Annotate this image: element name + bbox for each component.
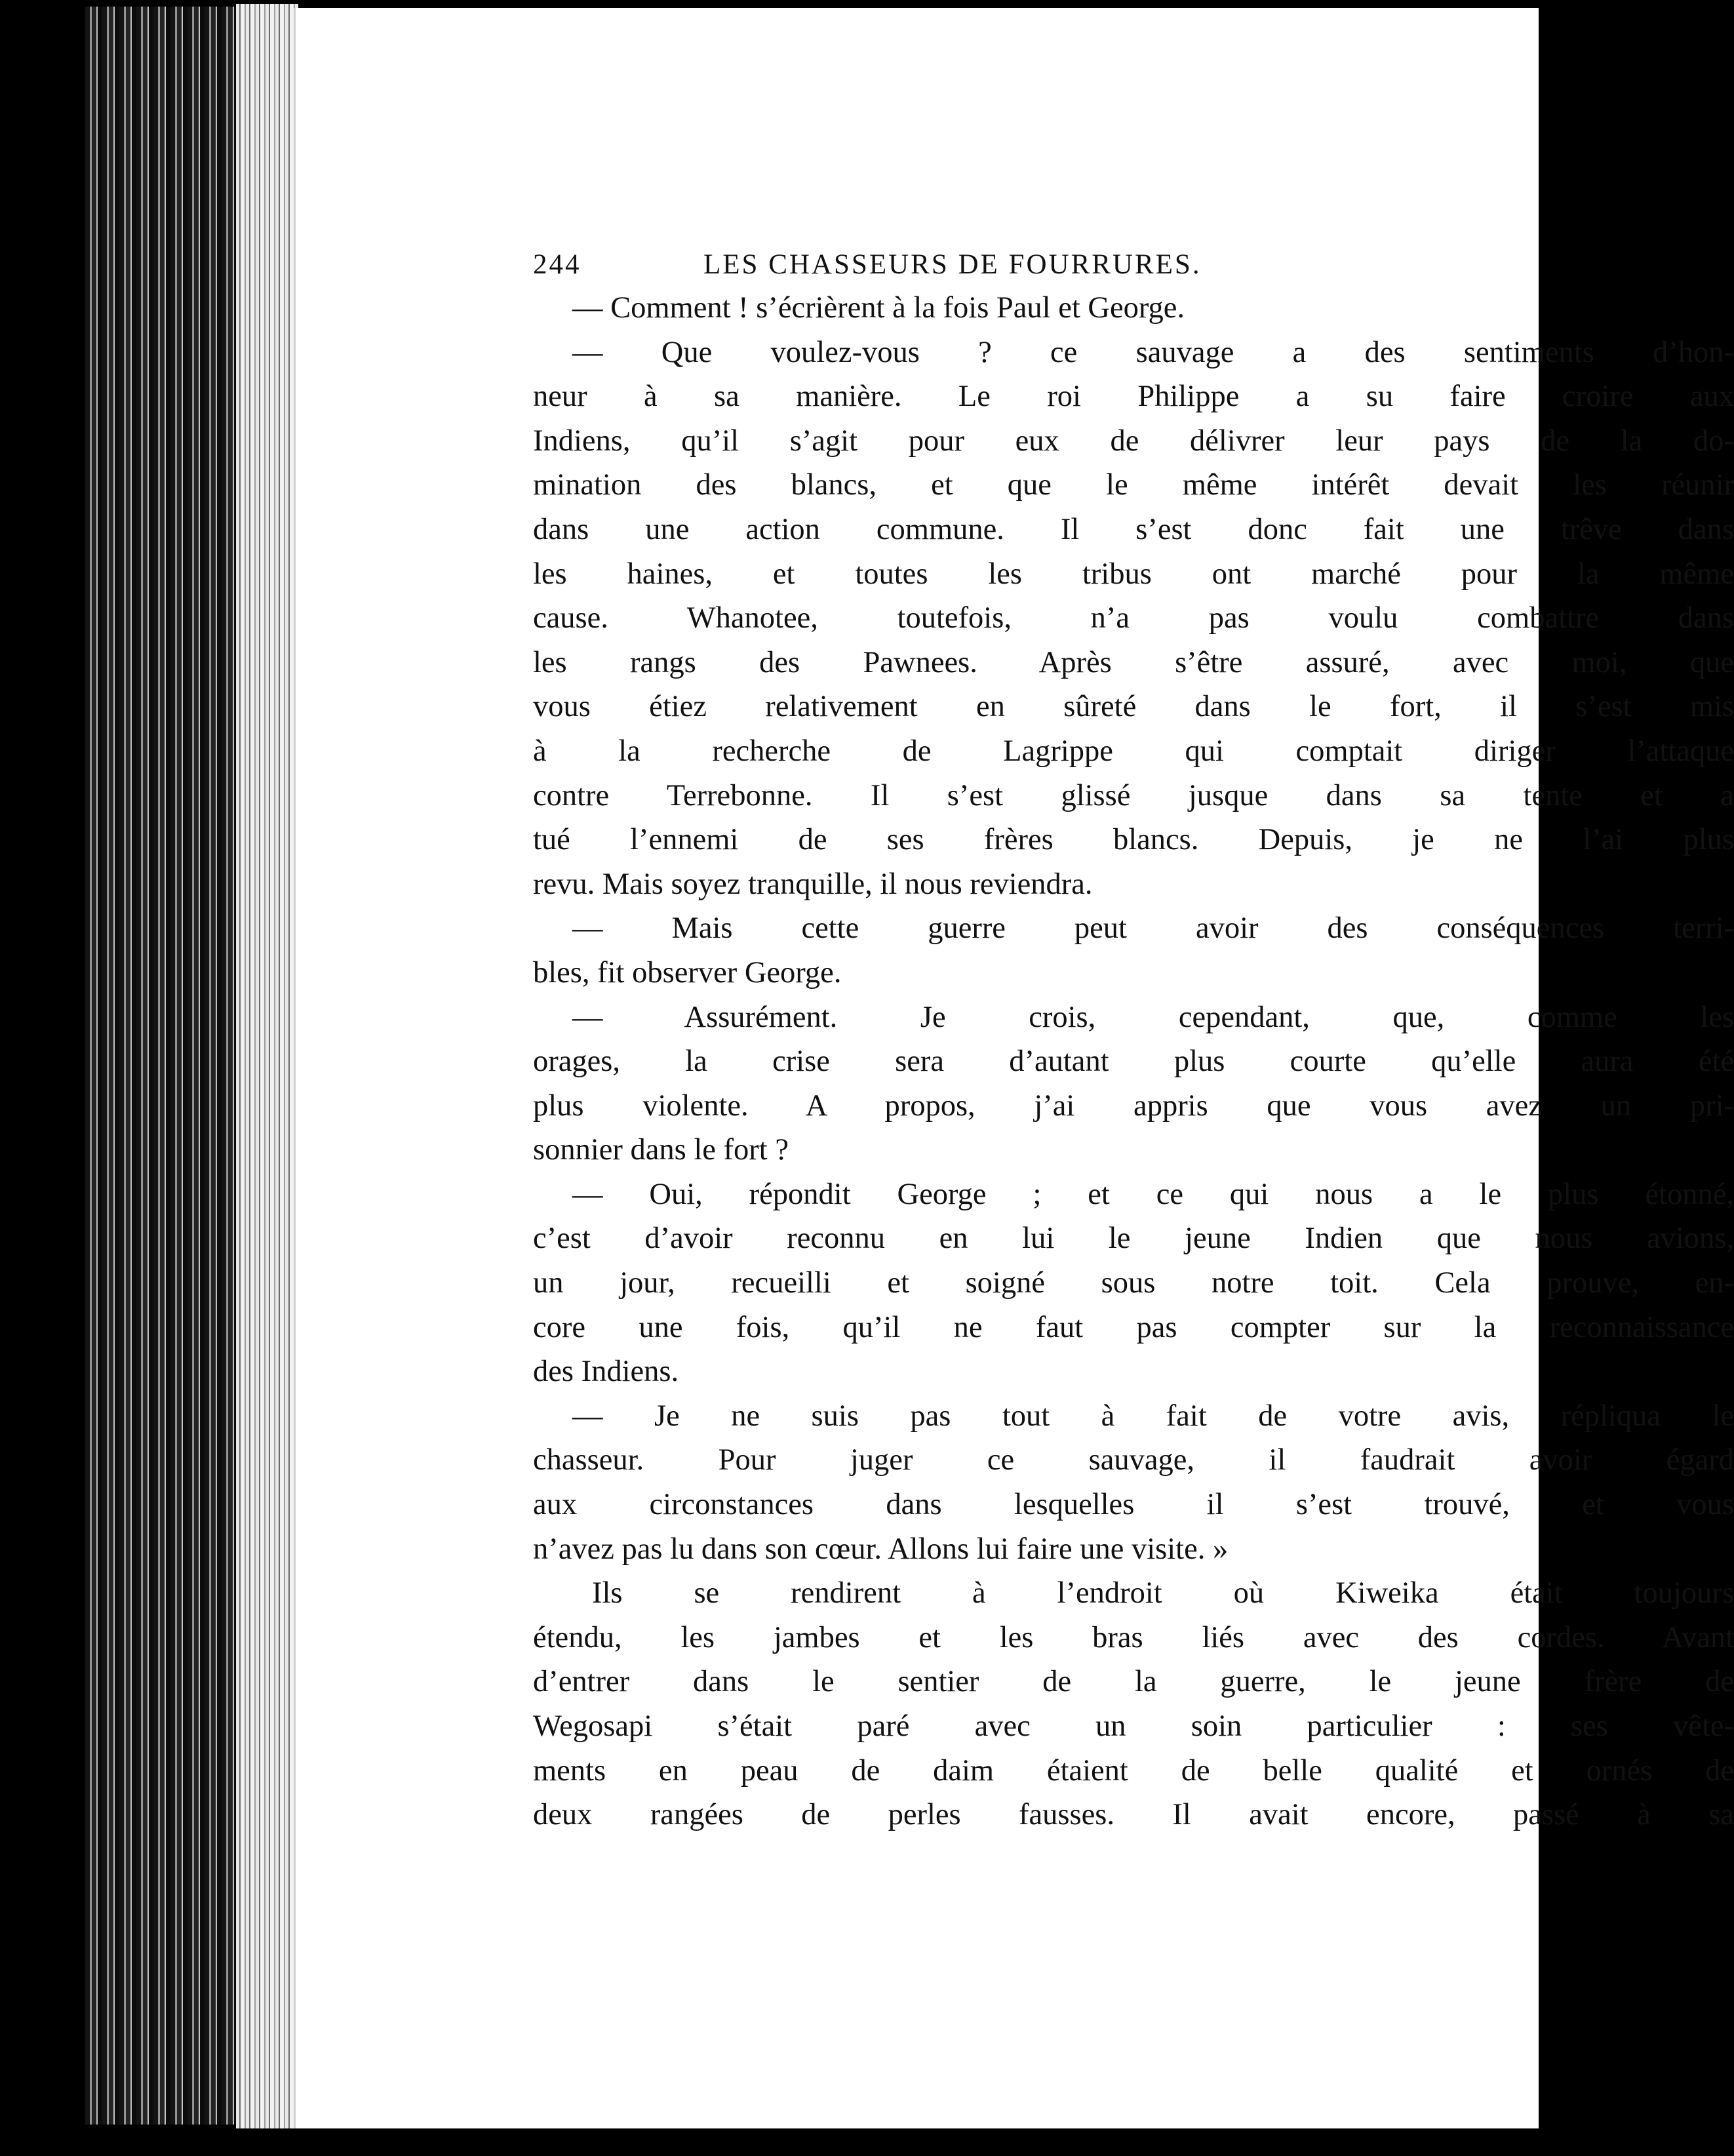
page bbox=[294, 8, 1734, 2128]
text-line: chasseur. Pour juger ce sauvage, il faudrait avoir égard bbox=[533, 1443, 1734, 1477]
text-line: orages, la crise sera d’autant plus courte qu’elle aura été bbox=[533, 1045, 1734, 1079]
text-line: les rangs des Pawnees. Après s’être assuré, avec moi, que bbox=[533, 645, 1734, 679]
page-number: 244 bbox=[533, 249, 581, 280]
text-line: core une fois, qu’il ne faut pas compter sur la reconnaissance bbox=[533, 1310, 1734, 1344]
text-line: tué l’ennemi de ses frères blancs. Depuis, je ne l’ai plus bbox=[533, 823, 1734, 857]
text-line: à la recherche de Lagrippe qui comptait diriger l’attaque bbox=[533, 734, 1734, 768]
text-line: contre Terrebonne. Il s’est glissé jusque dans sa tente et a bbox=[533, 778, 1734, 812]
text-line: — Que voulez-vous ? ce sauvage a des sentiments d’hon- bbox=[572, 335, 1734, 369]
text-line: dans une action commune. Il s’est donc fait une trêve dans bbox=[533, 512, 1734, 546]
text-line: — Je ne suis pas tout à fait de votre avis, répliqua le bbox=[572, 1399, 1734, 1433]
text-line: des Indiens. bbox=[533, 1355, 679, 1389]
text-line: — Oui, répondit George ; et ce qui nous a le plus étonné, bbox=[572, 1177, 1734, 1211]
body-text bbox=[533, 286, 1734, 1837]
text-line: ments en peau de daim étaient de belle qualité et ornés de bbox=[533, 1753, 1734, 1787]
text-line: étendu, les jambes et les bras liés avec des cordes. Avant bbox=[533, 1620, 1734, 1654]
text-line: les haines, et toutes les tribus ont marché pour la même bbox=[533, 557, 1734, 591]
text-line: d’entrer dans le sentier de la guerre, le jeune frère de bbox=[533, 1665, 1734, 1699]
text-line: Indiens, qu’il s’agit pour eux de délivrer leur pays de la do- bbox=[533, 424, 1734, 458]
text-line: un jour, recueilli et soigné sous notre toit. Cela prouve, en- bbox=[533, 1266, 1734, 1300]
text-line: mination des blancs, et que le même intérêt devait les réunir bbox=[533, 468, 1734, 502]
text-line: plus violente. A propos, j’ai appris que vous avez un pri- bbox=[533, 1088, 1734, 1123]
text-line: neur à sa manière. Le roi Philippe a su faire croire aux bbox=[533, 380, 1734, 414]
text-line: deux rangées de perles fausses. Il avait encore, passé à sa bbox=[533, 1798, 1734, 1832]
text-line: cause. Whanotee, toutefois, n’a pas voulu combattre dans bbox=[533, 601, 1734, 635]
book-page-edges-light bbox=[236, 4, 298, 2128]
text-line: Ils se rendirent à l’endroit où Kiweika était toujours bbox=[592, 1576, 1734, 1610]
text-line: bles, fit observer George. bbox=[533, 955, 842, 989]
text-line: Wegosapi s’était paré avec un soin particulier : ses vête- bbox=[533, 1709, 1734, 1743]
text-line: — Mais cette guerre peut avoir des conséquences terri- bbox=[572, 911, 1734, 946]
running-head bbox=[533, 244, 1734, 286]
text-line: aux circonstances dans lesquelles il s’est trouvé, et vous bbox=[533, 1488, 1734, 1522]
text-line: sonnier dans le fort ? bbox=[533, 1133, 789, 1167]
text-line: — Assurément. Je crois, cependant, que, comme les bbox=[572, 1000, 1734, 1034]
text-line: revu. Mais soyez tranquille, il nous reviendra. bbox=[533, 867, 1093, 901]
text-line: c’est d’avoir reconnu en lui le jeune Indien que nous avions, bbox=[533, 1222, 1734, 1256]
text-line: n’avez pas lu dans son cœur. Allons lui faire une visite. » bbox=[533, 1532, 1229, 1566]
text-line: — Comment ! s’écrièrent à la fois Paul et George. bbox=[572, 291, 1185, 325]
text-line: vous étiez relativement en sûreté dans le fort, il s’est mis bbox=[533, 690, 1734, 724]
running-title: LES CHASSEURS DE FOURRURES. bbox=[703, 249, 1202, 280]
text-block bbox=[533, 244, 1734, 1837]
